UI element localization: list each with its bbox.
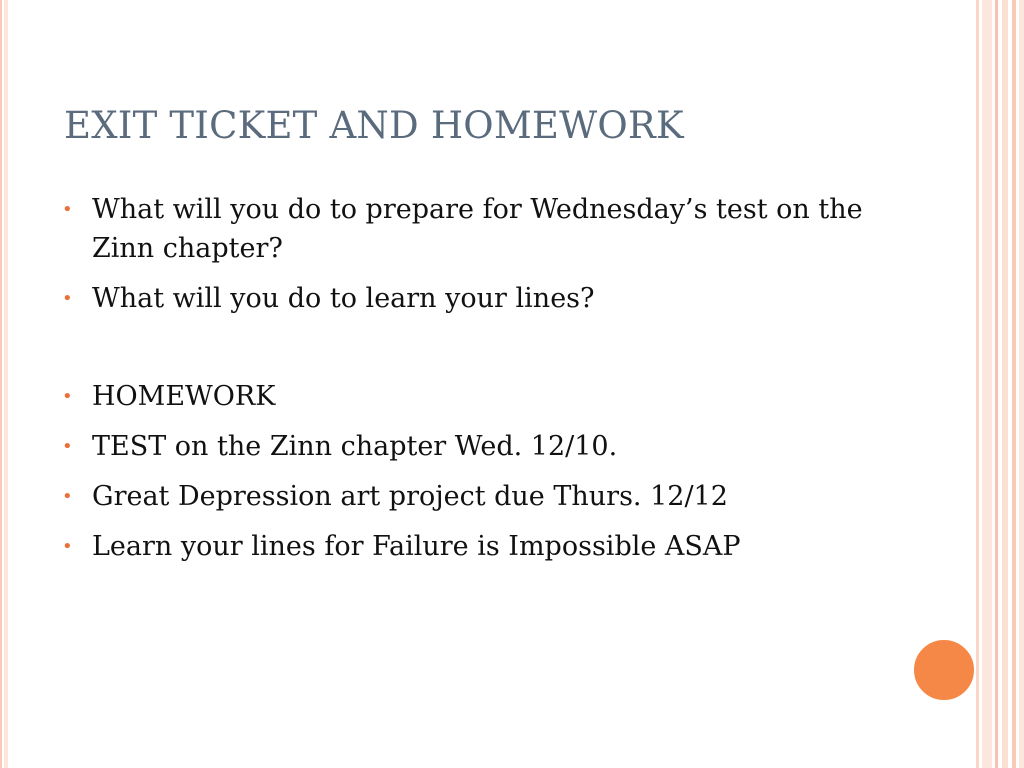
blank-line [62,329,902,368]
right-stripe [982,0,992,768]
right-stripe [1019,0,1024,768]
list-item-text: HOMEWORK [92,381,276,412]
list-item [62,279,902,318]
bullet-icon: • [62,436,73,457]
bullet-list [62,190,902,577]
list-item [62,377,902,416]
right-stripe [976,0,979,768]
orange-circle-decoration [913,639,975,701]
bullet-icon: • [62,536,73,557]
bullet-icon: • [62,486,73,507]
list-item [62,477,902,516]
list-item-text: TEST on the Zinn chapter Wed. 12/10. [92,431,618,462]
bullet-icon: • [62,199,73,220]
list-item [62,190,902,268]
list-item-text: What will you do to prepare for Wednesday’s test on the Zinn chapter? [92,194,863,264]
right-stripe [1002,0,1008,768]
list-item-text: Learn your lines for Failure is Impossible ASAP [92,531,741,562]
bullet-icon: • [62,386,73,407]
list-item-text: Great Depression art project due Thurs. 12/12 [92,481,728,512]
list-item [62,527,902,566]
bullet-icon: • [62,288,73,309]
right-border-stripes [976,0,1024,768]
right-stripe [1012,0,1016,768]
right-stripe [995,0,998,768]
list-item [62,427,902,466]
slide-title: EXIT TICKET AND HOMEWORK [64,104,684,147]
left-border-decoration [0,0,8,768]
list-item-text: What will you do to learn your lines? [92,283,595,314]
left-border-fill [4,0,8,768]
